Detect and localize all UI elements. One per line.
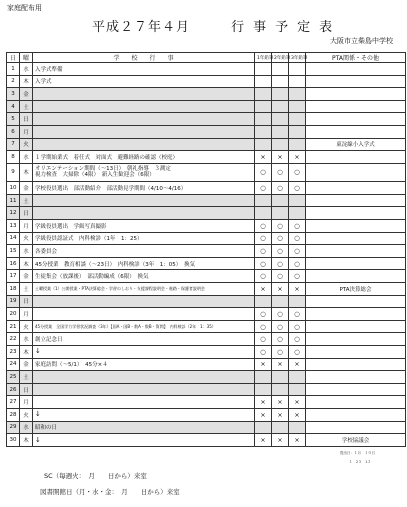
pta-cell (306, 333, 406, 346)
event-cell (33, 257, 255, 270)
grade3-cell: × (289, 409, 306, 422)
day-cell: 1 (7, 63, 20, 76)
down-arrow-icon: ↓ (35, 410, 41, 419)
grade1-cell (255, 63, 272, 76)
event-text: 45分授業 全国学力学習状況調査（3年）【国A・国B・数A・数B・質問】 内科検診（2年 1：35） (35, 323, 216, 329)
col-events-header: 学 校 行 事 (33, 53, 255, 63)
table-row (7, 371, 406, 384)
grade1-cell: ○ (255, 270, 272, 283)
event-text: 創立記念日 (35, 337, 63, 344)
grade2-cell (272, 207, 289, 220)
col-grade2-header: 2年鉛筆 (272, 53, 289, 63)
grade1-cell: ○ (255, 320, 272, 333)
weekday-cell: 日 (20, 295, 33, 308)
grade2-cell (272, 371, 289, 384)
event-text: 入学式 (35, 79, 52, 86)
event-cell (33, 295, 255, 308)
grade1-cell (255, 295, 272, 308)
down-arrow-icon: ↓ (35, 435, 41, 444)
weekday-cell: 土 (20, 371, 33, 384)
table-row (7, 113, 406, 126)
grade2-cell: × (272, 396, 289, 409)
day-cell: 9 (7, 163, 20, 181)
table-row (7, 194, 406, 207)
event-text: 各委員会 (35, 248, 58, 255)
weekday-cell: 月 (20, 219, 33, 232)
event-cell (33, 163, 255, 181)
grade1-cell (255, 421, 272, 434)
grade2-cell (272, 383, 289, 396)
grade3-cell (289, 113, 306, 126)
table-row (7, 207, 406, 220)
grade1-cell (255, 113, 272, 126)
event-text: １学期始業式 着任式 対面式 避難経路の確認（校庭） (35, 155, 179, 162)
day-cell: 30 (7, 434, 20, 447)
event-cell (33, 151, 255, 164)
table-row (7, 270, 406, 283)
weekday-cell: 金 (20, 182, 33, 195)
table-row (7, 434, 406, 447)
weekday-cell: 火 (20, 320, 33, 333)
day-cell: 7 (7, 138, 20, 151)
grade3-cell: ○ (289, 257, 306, 270)
pta-cell (306, 421, 406, 434)
weekday-cell: 土 (20, 100, 33, 113)
day-cell: 6 (7, 126, 20, 139)
grade1-cell (255, 138, 272, 151)
grade1-cell: × (255, 151, 272, 164)
pta-cell (306, 346, 406, 359)
event-text: 学級役員認証式 内科検診（1年 1：25） (35, 236, 143, 243)
pta-cell (306, 320, 406, 333)
grade2-cell: ○ (272, 232, 289, 245)
weekday-cell: 土 (20, 194, 33, 207)
event-cell (33, 126, 255, 139)
grade3-cell (289, 371, 306, 384)
pta-cell (306, 100, 406, 113)
table-row (7, 421, 406, 434)
event-cell (33, 138, 255, 151)
day-cell: 18 (7, 282, 20, 295)
grade1-cell: ○ (255, 163, 272, 181)
pta-cell (306, 383, 406, 396)
weekday-cell: 水 (20, 421, 33, 434)
grade3-cell: ○ (289, 308, 306, 321)
grade1-cell (255, 194, 272, 207)
weekday-cell: 木 (20, 163, 33, 181)
day-cell: 22 (7, 333, 20, 346)
table-row (7, 75, 406, 88)
table-row (7, 308, 406, 321)
event-text: 学校役員選出 部活動紹介 部活動見学期間（4/10～4/16） (35, 185, 187, 192)
pta-cell: PTA決算総会 (306, 282, 406, 295)
grade1-cell: ○ (255, 232, 272, 245)
grade1-cell: ○ (255, 182, 272, 195)
weekday-cell: 水 (20, 151, 33, 164)
event-cell (33, 232, 255, 245)
pta-cell (306, 113, 406, 126)
grade2-cell (272, 100, 289, 113)
grade3-cell: ○ (289, 245, 306, 258)
grade3-cell: ○ (289, 163, 306, 181)
grade3-cell: ○ (289, 320, 306, 333)
grade2-cell: × (272, 434, 289, 447)
grade1-cell (255, 126, 272, 139)
pta-cell: 東淀線小入学式 (306, 138, 406, 151)
col-grade3-header: 3年鉛筆 (289, 53, 306, 63)
event-line: オリエンテーション期間（～13日） 朝礼指導 ３測定 (35, 166, 171, 173)
grade2-cell: × (272, 409, 289, 422)
weekday-cell: 木 (20, 75, 33, 88)
table-row (7, 138, 406, 151)
distribution-note: 家庭配布用 (7, 4, 42, 12)
grade2-cell: ○ (272, 163, 289, 181)
grade3-cell (289, 207, 306, 220)
event-cell (33, 320, 255, 333)
grade2-cell (272, 113, 289, 126)
grade3-cell: × (289, 151, 306, 164)
col-weekday-header: 曜 (20, 53, 33, 63)
table-row (7, 219, 406, 232)
grade1-cell: × (255, 282, 272, 295)
grade3-cell: ○ (289, 219, 306, 232)
table-row (7, 163, 406, 181)
grade3-cell: × (289, 282, 306, 295)
weekday-cell: 月 (20, 308, 33, 321)
grade3-cell (289, 63, 306, 76)
day-cell: 8 (7, 151, 20, 164)
event-text: 昭和の日 (35, 425, 58, 432)
grade2-cell: ○ (272, 257, 289, 270)
grade1-cell: × (255, 409, 272, 422)
day-cell: 11 (7, 194, 20, 207)
day-cell: 12 (7, 207, 20, 220)
grade1-cell: × (255, 358, 272, 371)
grade2-cell: ○ (272, 346, 289, 359)
event-cell (33, 207, 255, 220)
event-cell (33, 333, 255, 346)
grade2-cell: × (272, 358, 289, 371)
day-cell: 24 (7, 358, 20, 371)
weekday-cell: 木 (20, 257, 33, 270)
down-arrow-icon: ↓ (35, 347, 41, 356)
pta-cell (306, 163, 406, 181)
weekday-cell: 火 (20, 232, 33, 245)
grade2-cell: ○ (272, 245, 289, 258)
day-cell: 21 (7, 320, 20, 333)
weekday-cell: 月 (20, 126, 33, 139)
grade2-cell (272, 295, 289, 308)
day-cell: 27 (7, 396, 20, 409)
col-grade1-header: 1年鉛筆 (255, 53, 272, 63)
table-header-row (7, 53, 406, 63)
table-row (7, 100, 406, 113)
col-day-header: 日 (7, 53, 20, 63)
event-cell (33, 396, 255, 409)
grade2-cell (272, 194, 289, 207)
grade1-cell: ○ (255, 346, 272, 359)
grade2-cell: ○ (272, 219, 289, 232)
grade1-cell (255, 88, 272, 101)
grade1-cell (255, 207, 272, 220)
event-cell (33, 358, 255, 371)
day-cell: 3 (7, 88, 20, 101)
grade2-cell: ○ (272, 308, 289, 321)
event-cell (33, 409, 255, 422)
table-row (7, 383, 406, 396)
table-row (7, 126, 406, 139)
grade2-cell (272, 88, 289, 101)
weekday-cell: 水 (20, 245, 33, 258)
table-row (7, 396, 406, 409)
event-cell (33, 270, 255, 283)
day-cell: 25 (7, 371, 20, 384)
weekday-cell: 土 (20, 282, 33, 295)
grade2-cell: × (272, 282, 289, 295)
table-row (7, 232, 406, 245)
table-row (7, 257, 406, 270)
pta-cell (306, 308, 406, 321)
title-schedule: 行事予定表 (231, 20, 342, 35)
grade1-cell: ○ (255, 333, 272, 346)
grade3-cell: ○ (289, 346, 306, 359)
day-cell: 16 (7, 257, 20, 270)
grade1-cell: ○ (255, 219, 272, 232)
pta-cell: 学校協議会 (306, 434, 406, 447)
table-row (7, 320, 406, 333)
grade1-cell (255, 383, 272, 396)
grade2-cell: ○ (272, 182, 289, 195)
grade3-cell: ○ (289, 333, 306, 346)
weekday-cell: 木 (20, 346, 33, 359)
event-line: 視力検査 大掃除（4限） 新入生歓迎会（6限） (35, 172, 155, 179)
grade3-cell (289, 126, 306, 139)
pta-cell (306, 232, 406, 245)
schedule-table (6, 52, 406, 447)
table-row (7, 88, 406, 101)
sc-note: SC（毎週火： 月 日から）来室 (44, 472, 147, 480)
table-row (7, 358, 406, 371)
day-cell: 4 (7, 100, 20, 113)
grade2-cell (272, 138, 289, 151)
pta-cell (306, 126, 406, 139)
grade3-cell: × (289, 434, 306, 447)
day-cell: 5 (7, 113, 20, 126)
table-row (7, 333, 406, 346)
library-note: 図書開館日（月・水・金： 月 日から）来室 (40, 488, 180, 496)
grade1-cell (255, 75, 272, 88)
event-cell (33, 113, 255, 126)
stamp-date: 提出日：１月 １０日 (340, 451, 375, 455)
table-row (7, 63, 406, 76)
grade3-cell: × (289, 396, 306, 409)
day-cell: 15 (7, 245, 20, 258)
event-text: 45分授業 教育相談（～23日） 内科検診（3年 1：05） 換気 (35, 261, 195, 268)
event-cell (33, 308, 255, 321)
weekday-cell: 木 (20, 434, 33, 447)
event-cell (33, 421, 255, 434)
pta-cell (306, 396, 406, 409)
weekday-cell: 水 (20, 63, 33, 76)
grade1-cell: × (255, 396, 272, 409)
grade2-cell (272, 63, 289, 76)
pta-cell (306, 194, 406, 207)
grade2-cell: ○ (272, 270, 289, 283)
weekday-cell: 火 (20, 409, 33, 422)
day-cell: 17 (7, 270, 20, 283)
day-cell: 19 (7, 295, 20, 308)
pta-cell (306, 63, 406, 76)
grade2-cell (272, 421, 289, 434)
weekday-cell: 金 (20, 88, 33, 101)
grade2-cell: × (272, 151, 289, 164)
grade1-cell: ○ (255, 257, 272, 270)
pta-cell (306, 270, 406, 283)
grade3-cell (289, 88, 306, 101)
grade3-cell (289, 383, 306, 396)
event-cell (33, 383, 255, 396)
table-row (7, 295, 406, 308)
grade3-cell (289, 421, 306, 434)
table-row (7, 409, 406, 422)
pta-cell (306, 207, 406, 220)
pta-cell (306, 151, 406, 164)
pta-cell (306, 88, 406, 101)
table-row (7, 245, 406, 258)
grade3-cell: ○ (289, 232, 306, 245)
event-cell (33, 434, 255, 447)
weekday-cell: 金 (20, 358, 33, 371)
event-text: 入学式準備 (35, 66, 63, 73)
event-cell (33, 194, 255, 207)
grade2-cell: ○ (272, 333, 289, 346)
day-cell: 10 (7, 182, 20, 195)
col-pta-header: PTA関係・その他 (306, 53, 406, 63)
stamp-numbers: １ 2５ 1２ (349, 460, 371, 464)
grade3-cell: × (289, 358, 306, 371)
pta-cell (306, 358, 406, 371)
grade2-cell (272, 126, 289, 139)
weekday-cell: 火 (20, 138, 33, 151)
school-name: 大阪市立柴島中学校 (330, 37, 393, 45)
title-month: 平成２７年４月 (92, 20, 191, 35)
event-cell (33, 100, 255, 113)
day-cell: 29 (7, 421, 20, 434)
event-cell (33, 88, 255, 101)
event-cell (33, 346, 255, 359)
grade3-cell (289, 194, 306, 207)
pta-cell (306, 295, 406, 308)
day-cell: 2 (7, 75, 20, 88)
grade2-cell: ○ (272, 320, 289, 333)
day-cell: 26 (7, 383, 20, 396)
grade3-cell (289, 295, 306, 308)
grade1-cell: ○ (255, 308, 272, 321)
grade3-cell: ○ (289, 270, 306, 283)
weekday-cell: 日 (20, 113, 33, 126)
pta-cell (306, 75, 406, 88)
event-cell (33, 282, 255, 295)
event-text: 家庭訪問（～5/1） 45分×４ (35, 362, 108, 369)
table-row (7, 151, 406, 164)
grade3-cell (289, 100, 306, 113)
pta-cell (306, 371, 406, 384)
grade3-cell (289, 138, 306, 151)
weekday-cell: 水 (20, 333, 33, 346)
weekday-cell: 月 (20, 396, 33, 409)
table-row (7, 346, 406, 359)
event-text: 生徒集会（放課後） 部活動編成（6限） 換気 (35, 274, 149, 281)
day-cell: 14 (7, 232, 20, 245)
grade2-cell (272, 75, 289, 88)
pta-cell (306, 257, 406, 270)
pta-cell (306, 409, 406, 422)
event-cell (33, 219, 255, 232)
grade3-cell: ○ (289, 182, 306, 195)
pta-cell (306, 182, 406, 195)
pta-cell (306, 219, 406, 232)
day-cell: 13 (7, 219, 20, 232)
day-cell: 28 (7, 409, 20, 422)
day-cell: 20 (7, 308, 20, 321)
table-row (7, 182, 406, 195)
grade1-cell: × (255, 434, 272, 447)
grade1-cell: ○ (255, 245, 272, 258)
weekday-cell: 日 (20, 383, 33, 396)
grade1-cell (255, 100, 272, 113)
event-cell (33, 182, 255, 195)
event-text: 土曜授業（1）公開授業・PTA決算総会・学習のしおり・支援課程説明会・進路・保護者説明会 (35, 285, 205, 291)
weekday-cell: 日 (20, 207, 33, 220)
weekday-cell: 金 (20, 270, 33, 283)
event-text: 学級役員選出 学級写真撮影 (35, 223, 107, 230)
event-cell (33, 245, 255, 258)
grade1-cell (255, 371, 272, 384)
event-cell (33, 63, 255, 76)
day-cell: 23 (7, 346, 20, 359)
grade3-cell (289, 75, 306, 88)
pta-cell (306, 245, 406, 258)
table-row (7, 282, 406, 295)
page-title (92, 20, 341, 36)
event-cell (33, 75, 255, 88)
event-cell (33, 371, 255, 384)
